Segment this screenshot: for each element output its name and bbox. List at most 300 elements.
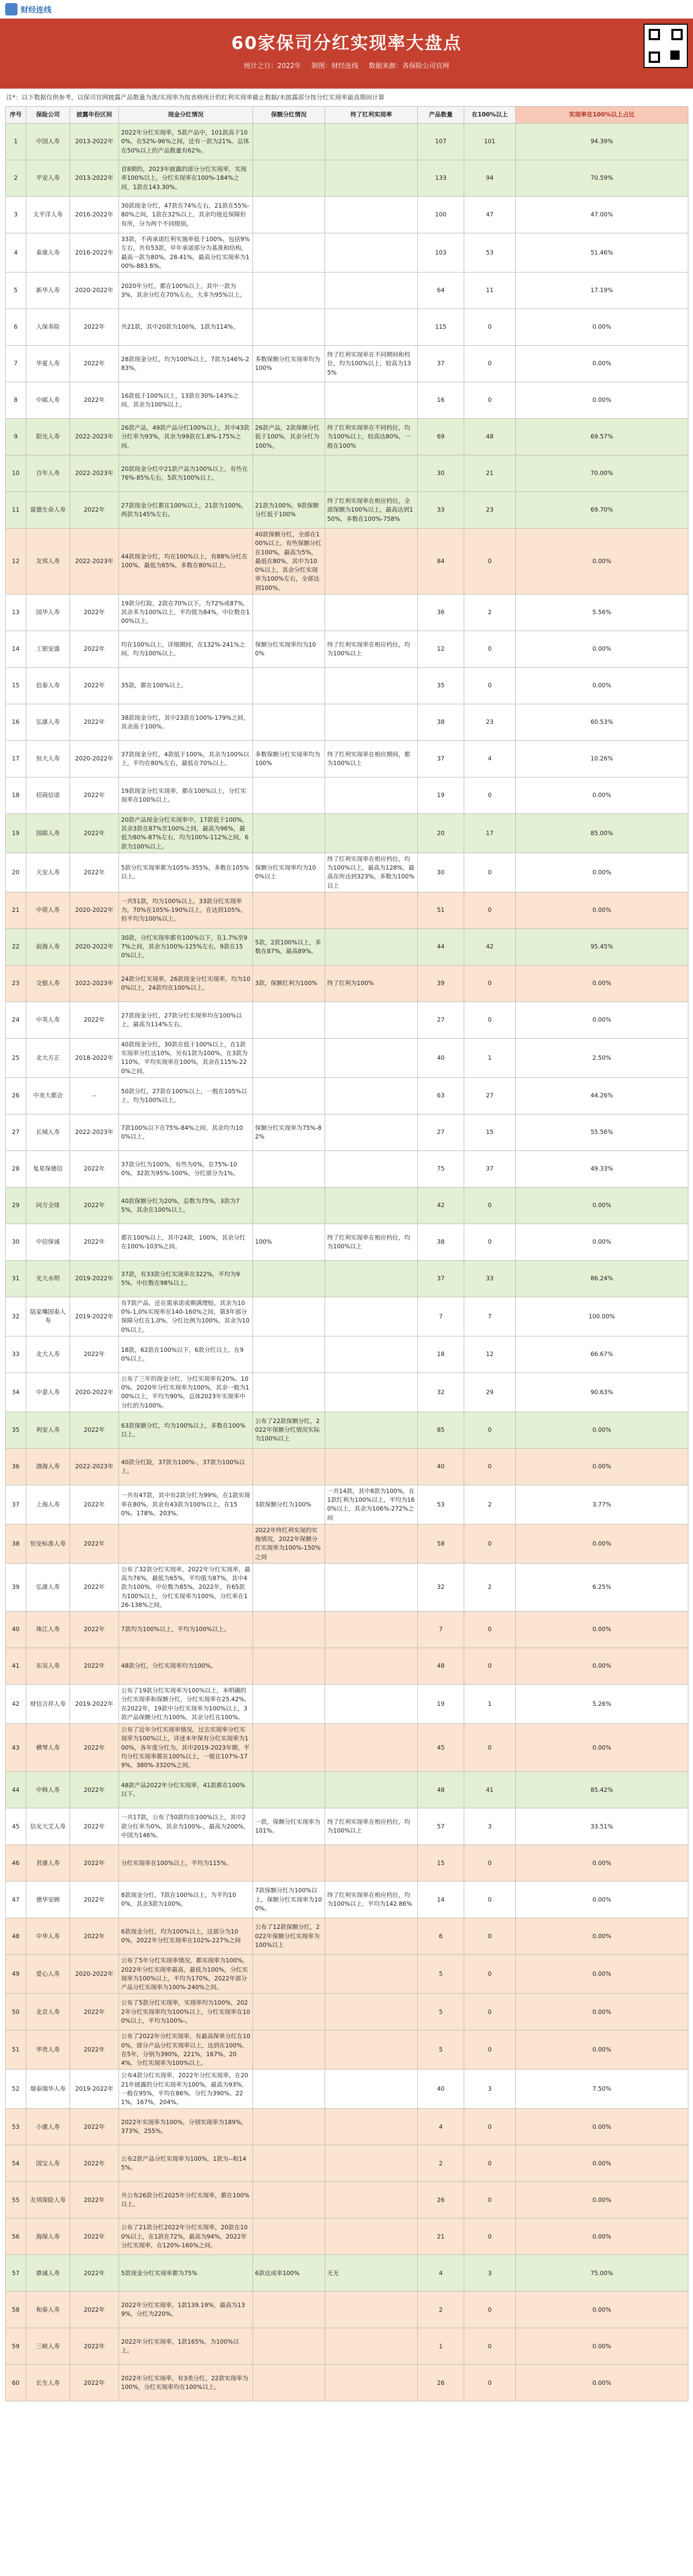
row-bonus: 3款，保额红利为100% (253, 965, 325, 1002)
row-bonus (253, 1297, 325, 1336)
row-no: 28 (6, 1150, 26, 1187)
row-ratio: 86.24% (516, 1260, 688, 1297)
row-company: 人保寿险 (26, 309, 70, 346)
row-ratio: 0.00% (516, 853, 688, 892)
row-years: 2022年 (70, 1224, 119, 1260)
row-summary: 2022年分红实现率，1款139.19%，最高为139%，分红为220%。 (119, 2292, 253, 2328)
row-company: 中邮人寿 (26, 382, 70, 419)
row-ratio: 51.46% (516, 233, 688, 273)
row-company: 弘康人寿 (26, 704, 70, 740)
header-sub-item: 统计之日：2022年 (244, 62, 301, 70)
row-summary: 7款100%以下在75%-84%之间，其余均为100%以上。 (119, 1114, 253, 1150)
table-row (6, 965, 688, 1002)
row-bonus: 一款，保额分红实现率为101%。 (253, 1808, 325, 1845)
table-row (6, 2292, 688, 2328)
row-company: 中韩人寿 (26, 1772, 70, 1808)
row-terminal (325, 667, 418, 704)
row-summary: 28款现金分红，均为100%以上，7款为146%-283%。 (119, 346, 253, 382)
row-company: 君康人寿 (26, 1845, 70, 1882)
row-bonus: 3款保额分红为100% (253, 1485, 325, 1524)
row-count: 44 (418, 928, 464, 965)
row-terminal: 终了红利实现率在相应档位，均为100%以上 (325, 1808, 418, 1845)
row-ratio: 85.42% (516, 1772, 688, 1808)
row-bonus (253, 1187, 325, 1224)
row-company: 国联人寿 (26, 814, 70, 853)
row-company: 三峡人寿 (26, 2328, 70, 2365)
row-no: 16 (6, 704, 26, 740)
row-summary: 26款产品，49款产品分红100%以上，其中43款分红率为93%，其余为99款在1.8%-175%之间。 (119, 419, 253, 455)
row-no: 21 (6, 892, 26, 928)
row-years: 2022年 (70, 1563, 119, 1611)
row-no: 30 (6, 1224, 26, 1260)
table-row (6, 1038, 688, 1077)
row-company: 北大人寿 (26, 1336, 70, 1372)
table-row (6, 1448, 688, 1485)
row-count100: 0 (464, 1648, 516, 1685)
row-count: 4 (418, 2255, 464, 2292)
row-company: 中意人寿 (26, 1372, 70, 1412)
row-no: 36 (6, 1448, 26, 1485)
row-bonus (253, 2030, 325, 2070)
row-bonus (253, 1260, 325, 1297)
row-terminal (325, 594, 418, 631)
top-bar (0, 0, 693, 19)
row-bonus (253, 197, 325, 233)
row-bonus: 6款达成率100% (253, 2255, 325, 2292)
table-row (6, 1372, 688, 1412)
row-bonus (253, 382, 325, 419)
row-company: 富德生命人寿 (26, 492, 70, 529)
row-terminal (325, 1845, 418, 1882)
row-bonus: 7款保额分红为100%以上，保额分红实现率为100%。 (253, 1882, 325, 1918)
row-company: 友邦保险人寿 (26, 2182, 70, 2218)
row-years: 2022年 (70, 1994, 119, 2030)
row-years: 2019-2022年 (70, 2070, 119, 2109)
row-count100: 29 (464, 1372, 516, 1412)
row-summary: 37款分红为100%，有些为0%，在75%-100%，32款为95%-100%，分红部分为1%。 (119, 1150, 253, 1187)
row-summary: 48款产品2022年分红实现率，41款都在100%以下。 (119, 1772, 253, 1808)
row-no: 31 (6, 1260, 26, 1297)
row-count: 5 (418, 2030, 464, 2070)
row-summary: 40款分红险，37款为100%-，37款为100%以上。 (119, 1448, 253, 1485)
row-summary: 18款，62款在100%以下，6款分红以上，在90%以上。 (119, 1336, 253, 1372)
row-company: 利安人寿 (26, 1412, 70, 1448)
row-years: 2022年 (70, 1612, 119, 1648)
row-summary: 38款现金分红，其中23款在100%-179%之间，其余高于100%。 (119, 704, 253, 740)
row-count: 6 (418, 1918, 464, 1955)
row-ratio: 5.56% (516, 594, 688, 631)
row-bonus (253, 1685, 325, 1724)
table-row (6, 1685, 688, 1724)
row-terminal: 无无 (325, 2255, 418, 2292)
row-no: 54 (6, 2145, 26, 2182)
row-bonus (253, 2292, 325, 2328)
row-count100: 0 (464, 2145, 516, 2182)
row-company: 中荷人寿 (26, 892, 70, 928)
row-terminal (325, 1612, 418, 1648)
row-bonus (253, 1150, 325, 1187)
row-ratio: 0.00% (516, 2109, 688, 2145)
row-count: 69 (418, 419, 464, 455)
row-count: 32 (418, 1372, 464, 1412)
row-no: 51 (6, 2030, 26, 2070)
col-summary: 现金分红情况 (119, 107, 253, 124)
table-row (6, 2182, 688, 2218)
table-row (6, 2255, 688, 2292)
row-summary: 均在100%以上，详细期间，在132%-241%之间，均为100%以上。 (119, 631, 253, 667)
row-company: 国宝人寿 (26, 2145, 70, 2182)
row-years: 2022年 (70, 631, 119, 667)
table-row (6, 928, 688, 965)
row-no: 3 (6, 197, 26, 233)
qr-code-icon (644, 24, 688, 68)
row-bonus (253, 1563, 325, 1611)
row-count: 20 (418, 814, 464, 853)
row-no: 35 (6, 1412, 26, 1448)
row-count: 39 (418, 965, 464, 1002)
row-years: 2022-2023年 (70, 455, 119, 492)
row-count100: 94 (464, 160, 516, 197)
row-years: 2022年 (70, 1845, 119, 1882)
row-years: 2022年 (70, 777, 119, 814)
row-count: 45 (418, 1724, 464, 1772)
row-count100: 0 (464, 1002, 516, 1038)
row-count: 63 (418, 1077, 464, 1114)
row-years: 2020-2022年 (70, 1955, 119, 1994)
row-summary: 公布2款产品分红实现率为100%，1款为--和145%。 (119, 2145, 253, 2182)
row-years: 2016-2022年 (70, 197, 119, 233)
row-count100: 12 (464, 1336, 516, 1372)
row-no: 17 (6, 740, 26, 777)
table-body (6, 124, 688, 2401)
row-ratio: 0.00% (516, 2145, 688, 2182)
row-company: 太平洋人寿 (26, 197, 70, 233)
row-count100: 3 (464, 2255, 516, 2292)
row-terminal (325, 197, 418, 233)
row-count100: 0 (464, 1955, 516, 1994)
col-no: 序号 (6, 107, 26, 124)
row-company: 瑞泰瑞华人寿 (26, 2070, 70, 2109)
row-terminal (325, 892, 418, 928)
row-count100: 3 (464, 1808, 516, 1845)
row-summary: 都在100%以上，其中24款，100%，其余分红在100%-103%之间。 (119, 1224, 253, 1260)
table-note: 注*：以下数据仅供参考，以保司官网披露产品数量为准/实现率为按表格统计的红利实现率截止数据/未披露部分按分红实现率最高期间计算 (6, 94, 385, 101)
table-row (6, 1612, 688, 1648)
row-no: 2 (6, 160, 26, 197)
table-row (6, 1150, 688, 1187)
row-ratio: 0.00% (516, 2365, 688, 2401)
row-years: 2022年 (70, 1772, 119, 1808)
row-terminal (325, 2365, 418, 2401)
table-row (6, 853, 688, 892)
table-row (6, 124, 688, 160)
row-terminal (325, 814, 418, 853)
row-no: 60 (6, 2365, 26, 2401)
header-sub-item: 数据来源：各保险公司官网 (368, 62, 449, 70)
row-ratio: 0.00% (516, 1002, 688, 1038)
row-terminal (325, 2030, 418, 2070)
row-bonus (253, 1772, 325, 1808)
row-terminal: 终了红利实现率在相应档位，均为100%以上，平均为142.86% (325, 1882, 418, 1918)
row-company: 中信保诚 (26, 1224, 70, 1260)
row-count: 30 (418, 455, 464, 492)
row-no: 57 (6, 2255, 26, 2292)
row-company: 恒安标准人寿 (26, 1524, 70, 1563)
table-row (6, 1882, 688, 1918)
row-summary: 2022年分红实现率，有3类分红，22款实现率为100%，分红实现率均在100%以上。 (119, 2365, 253, 2401)
row-no: 5 (6, 273, 26, 309)
table-row (6, 2145, 688, 2182)
row-summary: 19款分红险，2款在70%以下，为72%或87%，其余多为100%以上，平均值为84%，中位数在100%以上。 (119, 594, 253, 631)
row-count100: 2 (464, 1485, 516, 1524)
row-summary: 35款，都在100%以上。 (119, 667, 253, 704)
row-ratio: 0.00% (516, 1955, 688, 1994)
row-bonus: 公布了12款保额分红，2022年保额分红实现率为100%以上 (253, 1918, 325, 1955)
row-bonus (253, 1724, 325, 1772)
row-company: 海保人寿 (26, 2218, 70, 2255)
row-terminal (325, 1372, 418, 1412)
row-count100: 37 (464, 1150, 516, 1187)
row-summary: 6款现金分红，均为100%以上，这部分为100%，2022年分红实现率在102%-227%之间 (119, 1918, 253, 1955)
row-years: 2022-2023年 (70, 419, 119, 455)
row-count: 7 (418, 1297, 464, 1336)
row-company: 小康人寿 (26, 2109, 70, 2145)
row-terminal (325, 1002, 418, 1038)
row-company: 平安人寿 (26, 160, 70, 197)
row-summary: 公布了5年分红实现率情况，都实现率为100%，2022年分红实现率最高，最低为100%，分红实现率为100%以上，平均为170%，2022年部分产品分红实现率为100%-240%之间。 (119, 1955, 253, 1994)
row-terminal (325, 1918, 418, 1955)
row-ratio: 0.00% (516, 2328, 688, 2365)
row-years: 2019-2022年 (70, 1297, 119, 1336)
row-no: 55 (6, 2182, 26, 2218)
row-terminal (325, 2109, 418, 2145)
row-no: 18 (6, 777, 26, 814)
row-no: 38 (6, 1524, 26, 1563)
table-row (6, 529, 688, 595)
row-years: 2022年 (70, 1918, 119, 1955)
row-years: 2019-2022年 (70, 1685, 119, 1724)
row-bonus (253, 2109, 325, 2145)
row-count100: 7 (464, 1297, 516, 1336)
row-years: 2022年 (70, 594, 119, 631)
row-summary: 公布4款分红实现率，2022年分红实现率，在2021年披露的分红实现率为100%，最高为93%，一般在95%，平均在86%，分红为390%、221%，167%，204%。 (119, 2070, 253, 2109)
row-summary: 2020年分红，都在100%以上，其中一款为3%，其余分红在70%左右，大多为95%以上。 (119, 273, 253, 309)
row-terminal (325, 1038, 418, 1077)
row-summary: 公布了32款分红实现率，2022年分红实现率，最高为76%，最低为65%，平均值为87%，其中4款为100%，中位数为85%，2022年，有65款为100%以上，分红实现率为100%，分红率在126-138%之间。 (119, 1563, 253, 1611)
row-count: 21 (418, 2218, 464, 2255)
row-count: 84 (418, 529, 464, 595)
table-row (6, 1114, 688, 1150)
row-years: 2022年 (70, 2109, 119, 2145)
row-years: 2022年 (70, 1724, 119, 1772)
table-row (6, 1994, 688, 2030)
row-terminal (325, 777, 418, 814)
row-no: 50 (6, 1994, 26, 2030)
row-count: 1 (418, 2328, 464, 2365)
row-count: 32 (418, 1563, 464, 1611)
row-company: 弘康人寿 (26, 1563, 70, 1611)
row-bonus (253, 2365, 325, 2401)
row-summary: 公布了2022年分红实现率，有最高保单分红在100%，部分产品分红实现率以上，达到在100%，在5年，分别为390%，221%，167%，204%，分红实现率为100%以上。 (119, 2030, 253, 2070)
table-row (6, 1336, 688, 1372)
row-years: 2022年 (70, 2365, 119, 2401)
table-row (6, 1485, 688, 1524)
row-years: 2022年 (70, 2255, 119, 2292)
row-terminal (325, 2292, 418, 2328)
table-row (6, 1918, 688, 1955)
row-summary: 27款现金分红都在100%以上，21款为100%，两款为145%左右。 (119, 492, 253, 529)
row-bonus: 2022年终红利实现的实施情况，2022年保额分红实现率为100%-150%之间 (253, 1524, 325, 1563)
row-company: 信泰人寿 (26, 667, 70, 704)
row-terminal (325, 1724, 418, 1772)
row-count: 4 (418, 2109, 464, 2145)
row-count100: 53 (464, 233, 516, 273)
row-terminal: 终了红利实现率在不同期间和档位，均为100%以上，较高为135% (325, 346, 418, 382)
row-count: 37 (418, 1260, 464, 1297)
footer (0, 2401, 693, 2417)
row-bonus (253, 1038, 325, 1077)
row-count100: 0 (464, 892, 516, 928)
row-count100: 0 (464, 2109, 516, 2145)
table-row (6, 2070, 688, 2109)
row-summary: 首8期的，2023年披露的部分分红实现率，实现率100%以上，分红实现率在100%-184%之间，1款在143.30%。 (119, 160, 253, 197)
row-bonus: 保额分红实现率均为100%以上 (253, 853, 325, 892)
row-terminal: 终了红利实现率在相应档位，均为100%以上 (325, 631, 418, 667)
row-years: 2022年 (70, 1485, 119, 1524)
row-terminal (325, 1563, 418, 1611)
row-ratio: 0.00% (516, 1612, 688, 1648)
row-count100: 0 (464, 1918, 516, 1955)
row-no: 58 (6, 2292, 26, 2328)
row-summary: 27款现金分红，27款分红实现率均在100%以上，最高为114%左右。 (119, 1002, 253, 1038)
row-company: 友邦人寿 (26, 529, 70, 595)
row-bonus (253, 2182, 325, 2218)
row-bonus (253, 1994, 325, 2030)
row-count100: 0 (464, 1724, 516, 1772)
row-ratio: 0.00% (516, 892, 688, 928)
row-terminal: 终了红利实现率在相应档位，均为100%以上 (325, 1224, 418, 1260)
row-bonus: 多数保额分红实现率均为100% (253, 740, 325, 777)
row-terminal (325, 1685, 418, 1724)
row-ratio: 75.00% (516, 2255, 688, 2292)
row-no: 24 (6, 1002, 26, 1038)
row-years: 2022年 (70, 1002, 119, 1038)
row-years: 2022-2023年 (70, 1114, 119, 1150)
header-sub-item: 制图：财经连线 (311, 62, 359, 70)
brand[interactable] (5, 3, 52, 15)
row-company: 中华人寿 (26, 1918, 70, 1955)
row-bonus: 40款保额分红，全部在100%以上，有些保额分红在100%，最高为5%，最低在80%，其中为100%以上，其余分红实现率为100%左右，全部达到100%。 (253, 529, 325, 595)
row-count: 12 (418, 631, 464, 667)
row-summary: 40款保额分红为20%，总数为75%，3款为75%，其余在100%以上。 (119, 1187, 253, 1224)
row-terminal (325, 1524, 418, 1563)
table-row (6, 492, 688, 529)
row-years: 2022年 (70, 704, 119, 740)
row-years: 2022年 (70, 1808, 119, 1845)
row-no: 46 (6, 1845, 26, 1882)
row-summary: 19款现金分红实现率，都在100%以上，分红实现率在100%以上。 (119, 777, 253, 814)
row-count100: 47 (464, 197, 516, 233)
table-row (6, 455, 688, 492)
row-terminal: 终了红利实现率在相应档位，均为100%以上，最高为128%，最高在所达到323%。多数为100%以上 (325, 853, 418, 892)
row-years: 2020-2022年 (70, 273, 119, 309)
row-bonus: 5款，2款100%以上，多数在87%，最高89%。 (253, 928, 325, 965)
row-bonus (253, 1336, 325, 1372)
row-years: 2022年 (70, 2218, 119, 2255)
row-count: 48 (418, 1772, 464, 1808)
col-terminal: 终了红利实现率 (325, 107, 418, 124)
row-summary: 5款现金分红实现率都为75% (119, 2255, 253, 2292)
row-no: 20 (6, 853, 26, 892)
row-ratio: 0.00% (516, 382, 688, 419)
row-bonus (253, 2145, 325, 2182)
row-terminal (325, 382, 418, 419)
table-row (6, 631, 688, 667)
row-years: 2016-2022年 (70, 233, 119, 273)
row-terminal: 一共14款，其中8款为100%，在1款红利为100%以上，平均为160%以上，其余为106%-272%之间 (325, 1485, 418, 1524)
table-row (6, 814, 688, 853)
row-count: 36 (418, 594, 464, 631)
table-row (6, 1187, 688, 1224)
row-count100: 17 (464, 814, 516, 853)
row-ratio: 44.26% (516, 1077, 688, 1114)
row-company: 百年人寿 (26, 455, 70, 492)
row-ratio: 0.00% (516, 2030, 688, 2070)
row-ratio: 0.00% (516, 309, 688, 346)
row-bonus: 保额分红实现率为75%-82% (253, 1114, 325, 1150)
table-row (6, 1224, 688, 1260)
row-company: 北大方正 (26, 1038, 70, 1077)
row-no: 33 (6, 1336, 26, 1372)
row-summary: 37款，有33款分红实现率在322%，平均为95%，中位数在98%以上。 (119, 1260, 253, 1297)
row-years: 2022年 (70, 2030, 119, 2070)
row-company: 珠江人寿 (26, 1612, 70, 1648)
row-no: 59 (6, 2328, 26, 2365)
row-summary: 2022年分红实现率，1款165%，为100%以上。 (119, 2328, 253, 2365)
row-count100: 0 (464, 965, 516, 1002)
row-terminal (325, 233, 418, 273)
row-ratio: 0.00% (516, 1524, 688, 1563)
row-ratio: 10.26% (516, 740, 688, 777)
row-count100: 0 (464, 1448, 516, 1485)
row-summary: 公布了21款分红2022年分红实现率，20款在100%以上，在1款在72%，最高为94%，2022年分红实现率，在120%-160%之间。 (119, 2218, 253, 2255)
row-count: 85 (418, 1412, 464, 1448)
row-years: 2022年 (70, 667, 119, 704)
row-bonus (253, 455, 325, 492)
row-ratio: 66.67% (516, 1336, 688, 1372)
row-bonus (253, 2070, 325, 2109)
row-ratio: 0.00% (516, 631, 688, 667)
table-row (6, 594, 688, 631)
table-row (6, 382, 688, 419)
row-summary: 公布了19款分红实现率为100%以上，本明确的分红实现率和保额分红，分红实现率在25.42%，在2022年，19款中分红实现率为100%以上，3款产品保额分红为100%，其余分红在100%。 (119, 1685, 253, 1724)
row-summary: 24款分红实现率，26款现金分红实现率，均为100%以上，24款均在100%以上。 (119, 965, 253, 1002)
row-count: 27 (418, 1002, 464, 1038)
row-summary: 44款现金分红，均在100%以上，有88%分红在100%，最低为65%，多数在80%以上。 (119, 529, 253, 595)
row-years: 2022-2023年 (70, 529, 119, 595)
row-count: 51 (418, 892, 464, 928)
row-terminal (325, 1772, 418, 1808)
row-summary: 公布了5款分红实现率，实现率均为100%，2022年分红实现率均为100%以上，分红实现率在100%以上，平均为100%-。 (119, 1994, 253, 2030)
row-count100: 0 (464, 853, 516, 892)
row-company: 泰康人寿 (26, 233, 70, 273)
row-company: 恒大人寿 (26, 740, 70, 777)
row-bonus (253, 2328, 325, 2365)
row-terminal: 终了红利实现率在相应档位，全部保额为100%以上，最高达到150%，多数在100%-758% (325, 492, 418, 529)
row-bonus: 保额分红实现率均为100% (253, 631, 325, 667)
row-count: 37 (418, 740, 464, 777)
row-company: 中国人寿 (26, 124, 70, 160)
